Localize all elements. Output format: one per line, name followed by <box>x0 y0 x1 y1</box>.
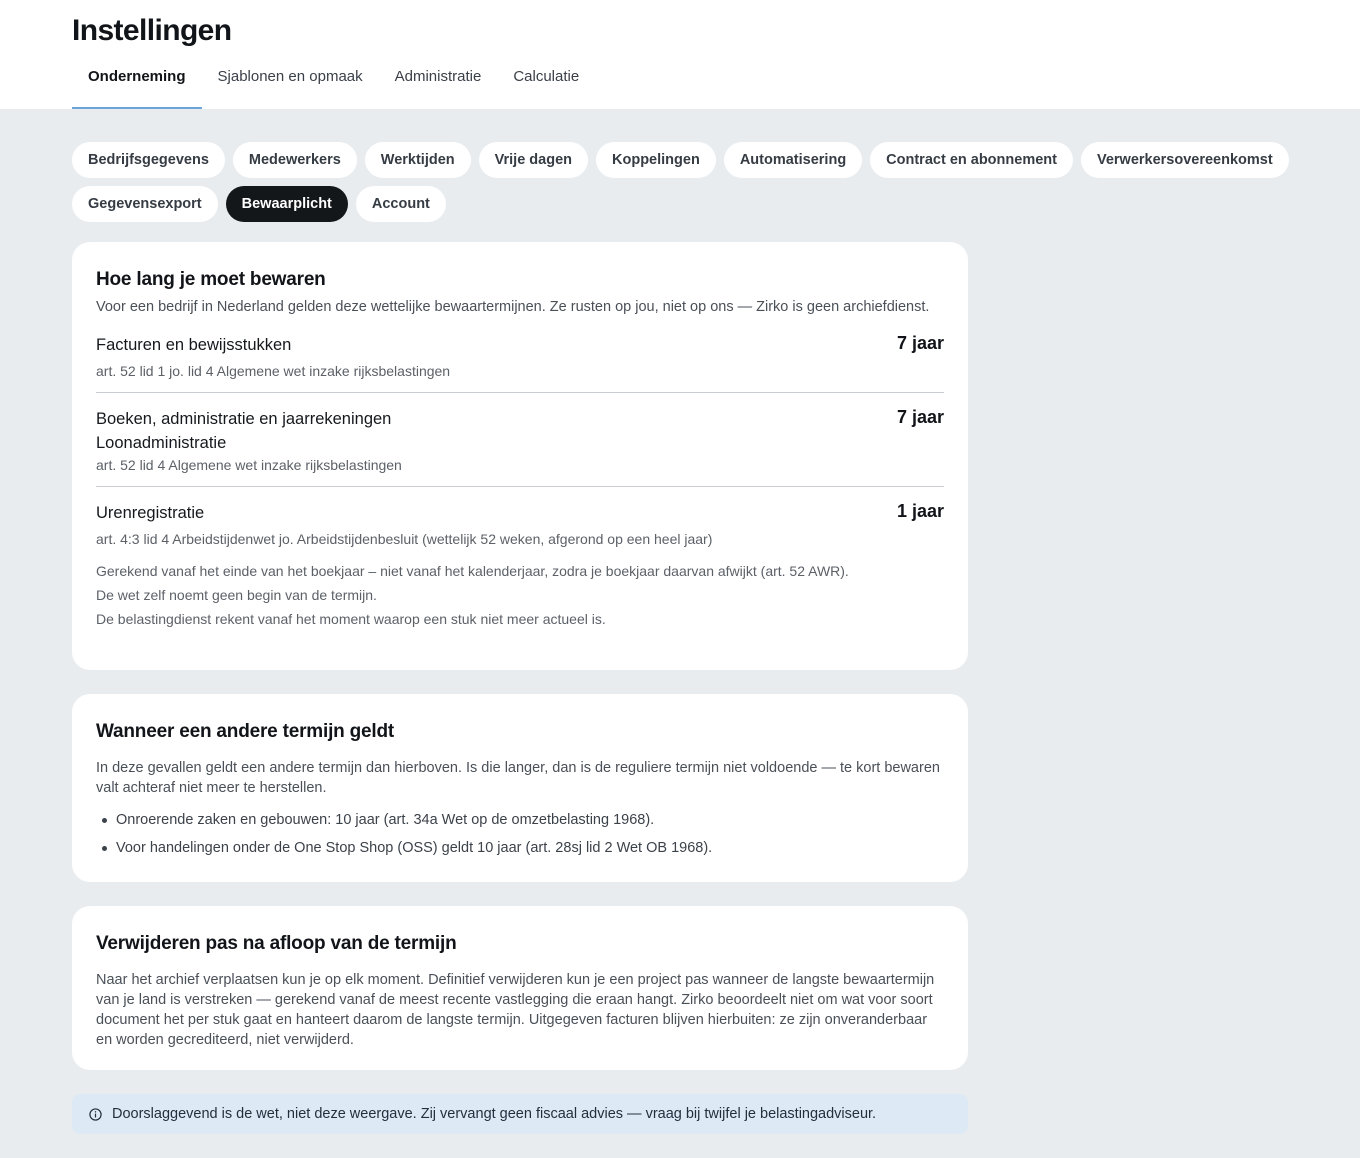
main-tabs <box>72 66 595 109</box>
rule-law: art. 52 lid 1 jo. lid 4 Algemene wet inzake rijksbelastingen <box>96 363 451 379</box>
exceptions-list <box>96 806 944 862</box>
retention-card <box>72 242 968 670</box>
retention-rule <box>96 333 944 393</box>
rule-years: 7 jaar <box>896 333 944 353</box>
disclaimer-banner <box>72 1094 968 1134</box>
retention-note: De wet zelf noemt geen begin van de termijn. <box>96 587 377 603</box>
list-item: Voor handelingen onder de One Stop Shop (OSS) geldt 10 jaar (art. 28sj lid 2 Wet OB 1968). <box>96 834 944 862</box>
tab-administratie[interactable]: Administratie <box>394 68 482 85</box>
pill-vrije-dagen[interactable]: Vrije dagen <box>479 142 588 178</box>
rule-law: art. 4:3 lid 4 Arbeidstijdenwet jo. Arbeidstijdenbesluit (wettelijk 52 weken, afgerond op een heel jaar) <box>96 531 713 547</box>
retention-title: Hoe lang je moet bewaren <box>96 269 326 290</box>
tab-calculatie[interactable]: Calculatie <box>513 68 580 85</box>
pill-koppelingen[interactable]: Koppelingen <box>596 142 716 178</box>
disclaimer-text: Doorslaggevend is de wet, niet deze weergave. Zij vervangt geen fiscaal advies — vraag bij twijfel je belastingadviseur. <box>112 1106 877 1122</box>
deletion-body: Naar het archief verplaatsen kun je op elk moment. Definitief verwijderen kun je een project pas wanneer de langste bewaartermijn van je land is verstreken — gerekend vanaf de meest recente vastlegging die eraan hangt. Zirko beoordeelt niet om wat voor soort document het per stuk gaat en hanteert daarom de langste termijn. Uitgegeven facturen blijven hierbuiten: ze zijn onveranderbaar en worden gecrediteerd, niet verwijderd. <box>96 972 935 1048</box>
pill-account[interactable]: Account <box>356 186 446 222</box>
exceptions-title: Wanneer een andere termijn geldt <box>96 721 395 742</box>
subnav-pills <box>72 142 1292 222</box>
pill-werktijden[interactable]: Werktijden <box>365 142 471 178</box>
settings-header <box>0 0 1360 109</box>
rule-name-secondary: Loonadministratie <box>96 434 227 452</box>
pill-verwerkersovereenkomst[interactable]: Verwerkersovereenkomst <box>1081 142 1289 178</box>
list-item: Onroerende zaken en gebouwen: 10 jaar (art. 34a Wet op de omzetbelasting 1968). <box>96 806 944 834</box>
tab-onderneming[interactable]: Onderneming <box>72 66 202 109</box>
retention-note: De belastingdienst rekent vanaf het moment waarop een stuk niet meer actueel is. <box>96 611 606 627</box>
retention-notes <box>96 559 944 631</box>
rule-name: Facturen en bewijsstukken <box>96 336 292 354</box>
deletion-card <box>72 906 968 1070</box>
page-title: Instellingen <box>72 14 232 47</box>
retention-rule <box>96 393 944 487</box>
retention-intro: Voor een bedrijf in Nederland gelden deze wettelijke bewaartermijnen. Ze rusten op jou, niet op ons — Zirko is geen archiefdienst. <box>96 299 930 315</box>
info-icon <box>89 1108 102 1121</box>
rule-name: Boeken, administratie en jaarrekeningen <box>96 410 392 428</box>
rule-years: 1 jaar <box>896 501 944 521</box>
pill-gegevensexport[interactable]: Gegevensexport <box>72 186 218 222</box>
rule-law: art. 52 lid 4 Algemene wet inzake rijksbelastingen <box>96 457 402 473</box>
exceptions-card <box>72 694 968 882</box>
retention-note: Gerekend vanaf het einde van het boekjaar – niet vanaf het kalenderjaar, zodra je boekjaar daarvan afwijkt (art. 52 AWR). <box>96 563 849 579</box>
tab-sjablonen-en-opmaak[interactable]: Sjablonen en opmaak <box>217 68 363 85</box>
rule-years: 7 jaar <box>896 407 944 427</box>
pill-bedrijfsgegevens[interactable]: Bedrijfsgegevens <box>72 142 225 178</box>
exceptions-intro: In deze gevallen geldt een andere termijn dan hierboven. Is die langer, dan is de reguliere termijn niet voldoende — te kort bewaren valt achteraf niet meer te herstellen. <box>96 760 940 796</box>
retention-rule <box>96 487 944 547</box>
pill-contract-en-abonnement[interactable]: Contract en abonnement <box>870 142 1073 178</box>
pill-automatisering[interactable]: Automatisering <box>724 142 862 178</box>
pill-medewerkers[interactable]: Medewerkers <box>233 142 357 178</box>
pill-bewaarplicht[interactable]: Bewaarplicht <box>226 186 348 222</box>
deletion-title: Verwijderen pas na afloop van de termijn <box>96 933 457 954</box>
rule-name: Urenregistratie <box>96 504 205 522</box>
